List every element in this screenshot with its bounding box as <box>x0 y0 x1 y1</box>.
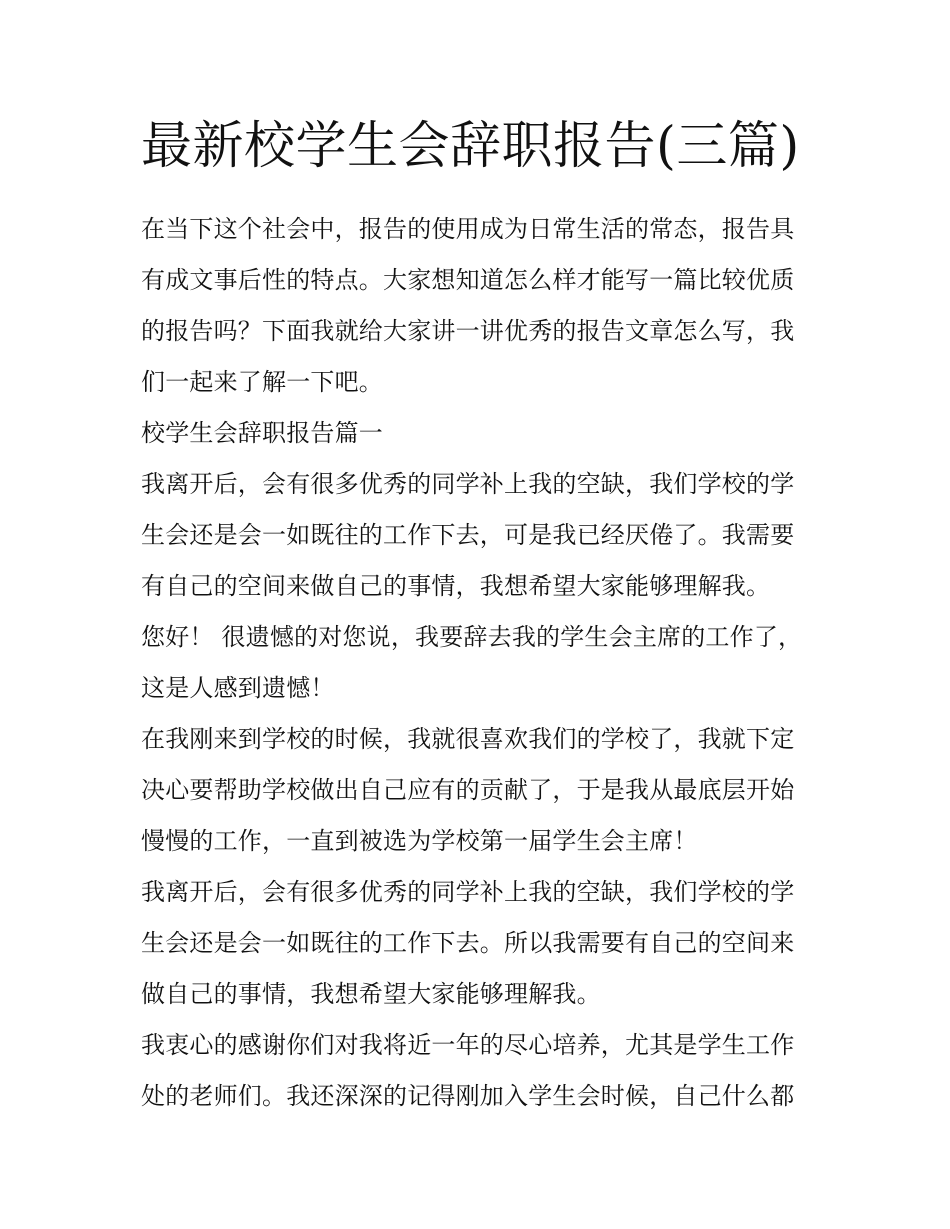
body-paragraph: 您好！ 很遗憾的对您说，我要辞去我的学生会主席的工作了，这是人感到遗憾！ <box>141 623 803 702</box>
section-heading: 校学生会辞职报告篇一 <box>141 419 383 447</box>
body-paragraph: 我离开后，会有很多优秀的同学补上我的空缺，我们学校的学生会还是会一如既往的工作下去。所以我需要有自己的空间来做自己的事情，我想希望大家能够理解我。 <box>141 878 795 1008</box>
document-title: 最新校学生会辞职报告(三篇) <box>141 117 800 176</box>
body-paragraph: 在我刚来到学校的时候，我就很喜欢我们的学校了，我就下定决心要帮助学校做出自己应有的贡献了，于是我从最底层开始慢慢的工作，一直到被选为学校第一届学生会主席！ <box>141 725 795 855</box>
document-body <box>141 204 813 1122</box>
body-paragraph: 我离开后，会有很多优秀的同学补上我的空缺，我们学校的学生会还是会一如既往的工作下去，可是我已经厌倦了。我需要有自己的空间来做自己的事情，我想希望大家能够理解我。 <box>141 470 795 600</box>
document-page <box>141 112 813 1122</box>
intro-paragraph: 在当下这个社会中，报告的使用成为日常生活的常态，报告具有成文事后性的特点。大家想知道怎么样才能写一篇比较优质的报告吗？下面我就给大家讲一讲优秀的报告文章怎么写，我们一起来了解一下吧。 <box>141 215 795 396</box>
body-paragraph: 我衷心的感谢你们对我将近一年的尽心培养，尤其是学生工作处的老师们。我还深深的记得刚加入学生会时候，自己什么都 <box>141 1031 795 1110</box>
